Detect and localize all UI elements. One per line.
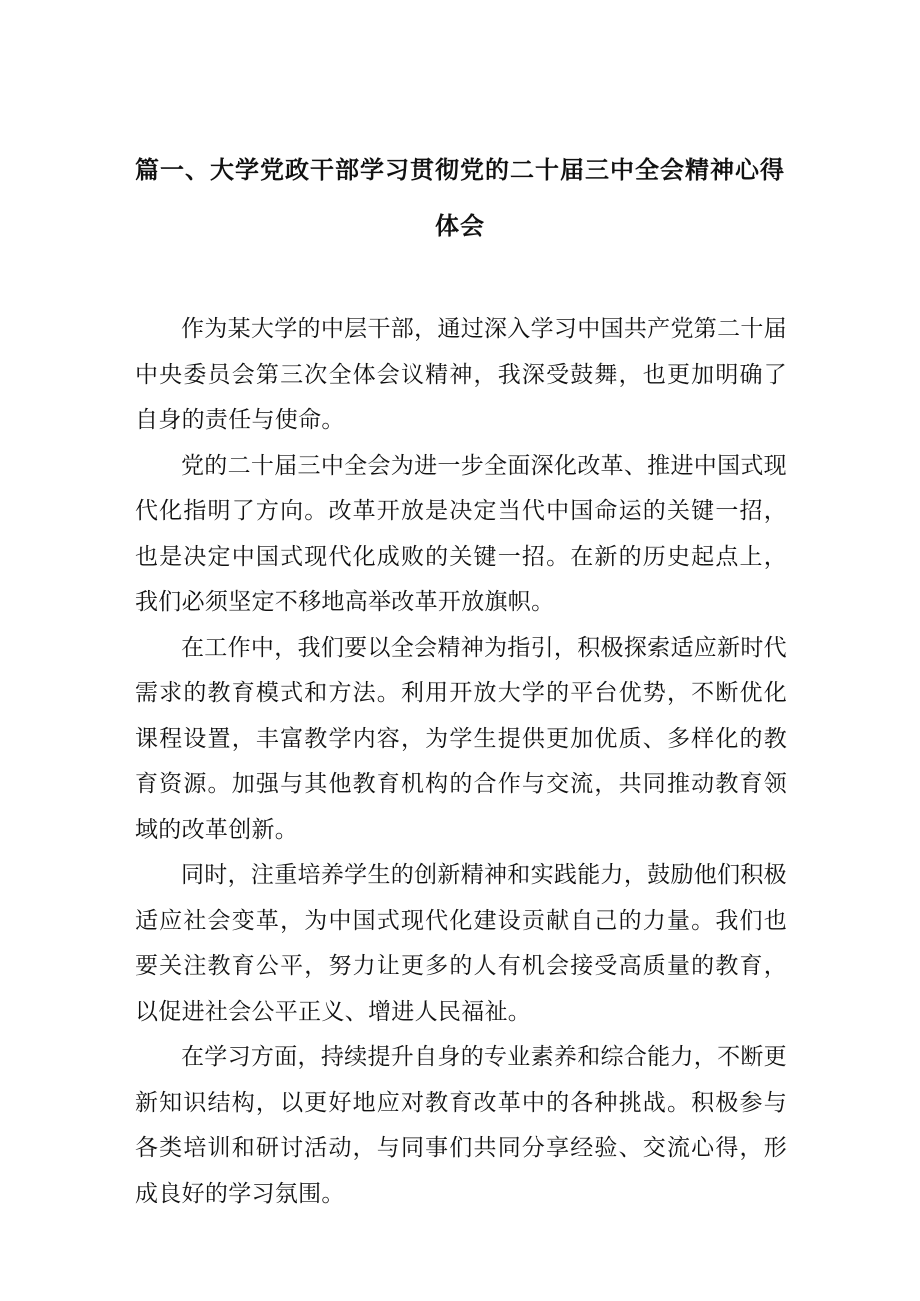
- paragraph: 在学习方面，持续提升自身的专业素养和综合能力，不断更新知识结构，以更好地应对教育改革中的各种挑战。积极参与各类培训和研讨活动，与同事们共同分享经验、交流心得，形成良好的学习氛围。: [135, 1044, 787, 1207]
- paragraph: 同时，注重培养学生的创新精神和实践能力，鼓励他们积极适应社会变革，为中国式现代化建设贡献自己的力量。我们也要关注教育公平，努力让更多的人有机会接受高质量的教育，以促进社会公平正义、增进人民福祉。: [135, 862, 787, 1025]
- document-body: [135, 307, 787, 1217]
- paragraph: 在工作中，我们要以全会精神为指引，积极探索适应新时代需求的教育模式和方法。利用开放大学的平台优势，不断优化课程设置，丰富教学内容，为学生提供更加优质、多样化的教育资源。加强与其他教育机构的合作与交流，共同推动教育领域的改革创新。: [135, 634, 787, 843]
- document-title: 篇一、大学党政干部学习贯彻党的二十届三中全会精神心得体会: [135, 156, 785, 240]
- paragraph: 作为某大学的中层干部，通过深入学习中国共产党第二十届中央委员会第三次全体会议精神，我深受鼓舞，也更加明确了自身的责任与使命。: [135, 316, 787, 433]
- paragraph: 党的二十届三中全会为进一步全面深化改革、推进中国式现代化指明了方向。改革开放是决定当代中国命运的关键一招，也是决定中国式现代化成败的关键一招。在新的历史起点上，我们必须坚定不移地高举改革开放旗帜。: [135, 452, 787, 615]
